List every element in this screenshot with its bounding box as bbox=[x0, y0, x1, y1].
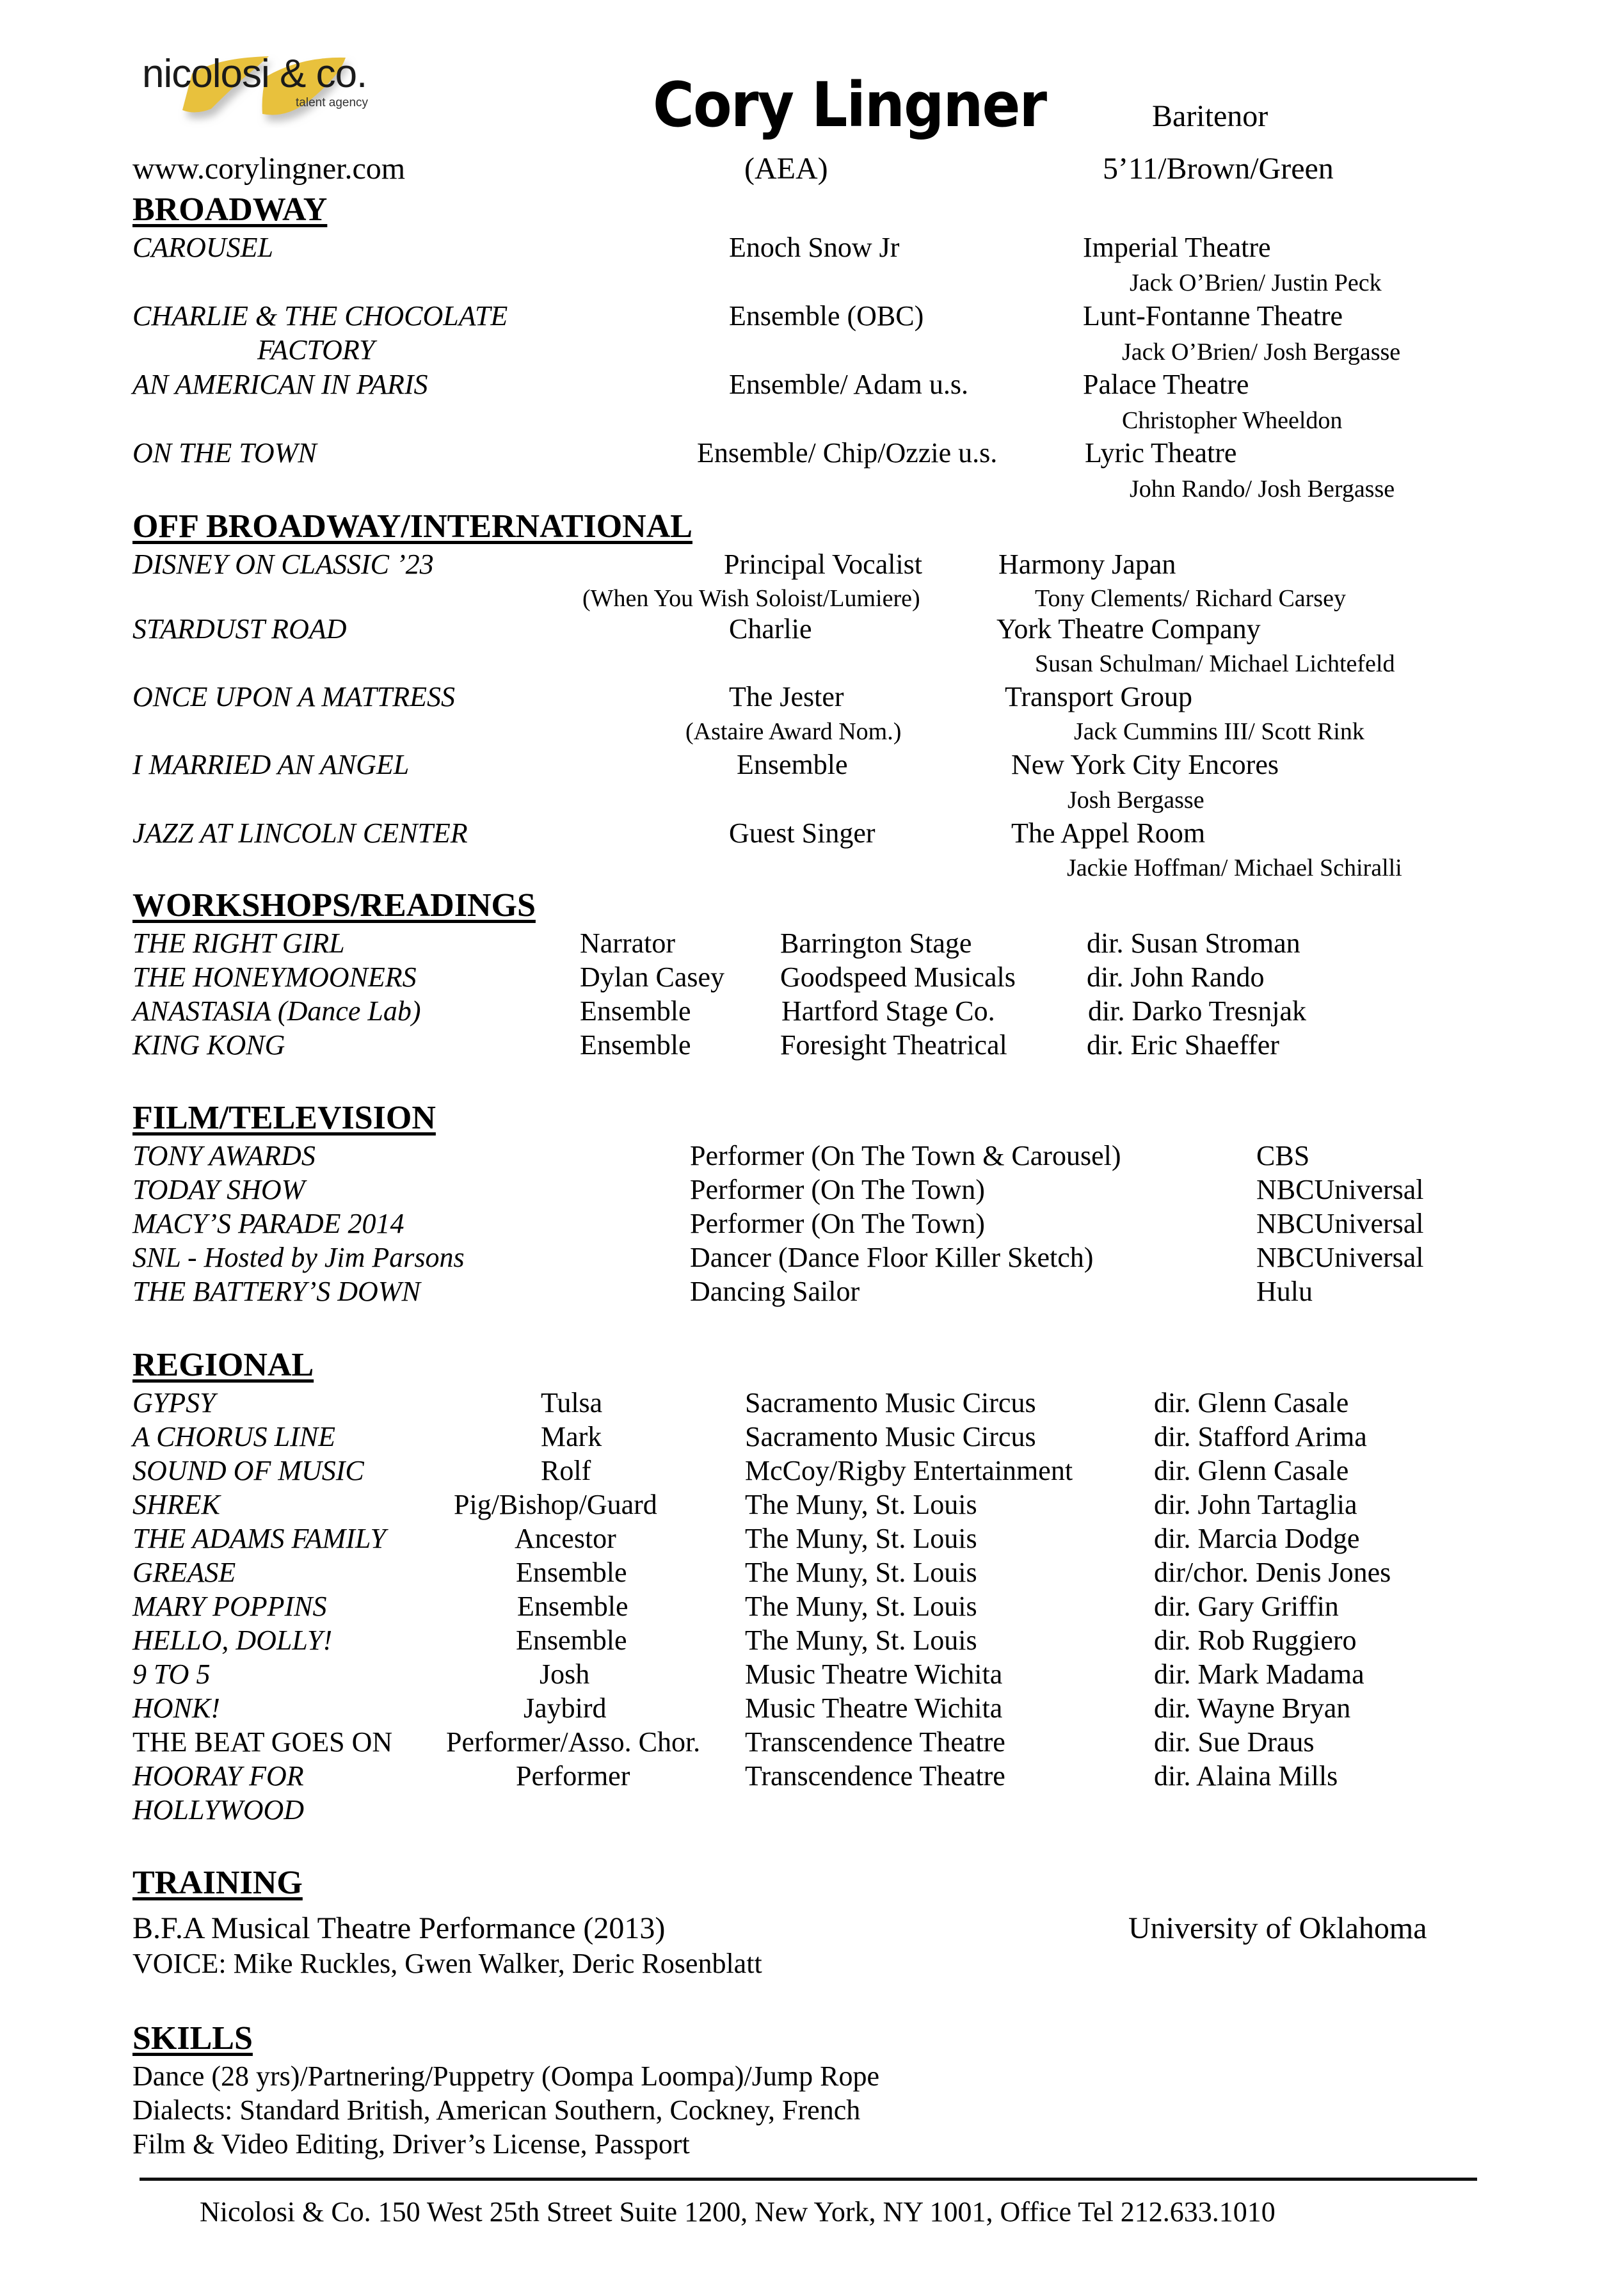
show-title: STARDUST ROAD bbox=[132, 613, 347, 645]
role: Ensemble bbox=[517, 1591, 628, 1622]
role: Dancing Sailor bbox=[690, 1276, 860, 1307]
venue: Imperial Theatre bbox=[1083, 232, 1271, 263]
show-title: HELLO, DOLLY! bbox=[132, 1625, 333, 1656]
show-title: CHARLIE & THE CHOCOLATE bbox=[132, 300, 508, 332]
show-title: KING KONG bbox=[132, 1029, 285, 1061]
director: dir. Mark Madama bbox=[1154, 1658, 1364, 1690]
section-title-regional: REGIONAL bbox=[132, 1347, 314, 1383]
venue: Harmony Japan bbox=[998, 549, 1176, 580]
role: Performer (On The Town & Carousel) bbox=[690, 1140, 1121, 1171]
show-title: THE BEAT GOES ON bbox=[132, 1726, 393, 1758]
director: dir. John Tartaglia bbox=[1154, 1489, 1357, 1520]
venue: McCoy/Rigby Entertainment bbox=[745, 1455, 1073, 1486]
training-degree: B.F.A Musical Theatre Performance (2013) bbox=[132, 1911, 666, 1945]
role: Principal Vocalist bbox=[724, 549, 923, 580]
footer-divider bbox=[140, 2178, 1477, 2181]
show-title: THE HONEYMOONERS bbox=[132, 961, 417, 993]
training-voice: VOICE: Mike Ruckles, Gwen Walker, Deric Rosenblatt bbox=[132, 1948, 762, 1979]
creative-team: Josh Bergasse bbox=[1068, 787, 1204, 814]
venue: York Theatre Company bbox=[996, 613, 1261, 645]
show-title: TODAY SHOW bbox=[132, 1174, 305, 1205]
role: Mark bbox=[541, 1421, 602, 1452]
venue: Music Theatre Wichita bbox=[745, 1658, 1003, 1690]
role: Ensemble bbox=[737, 749, 848, 780]
section-title-film-tv: FILM/TELEVISION bbox=[132, 1100, 436, 1136]
role: Performer/Asso. Chor. bbox=[446, 1726, 701, 1758]
director: dir. Sue Draus bbox=[1154, 1726, 1315, 1758]
director: dir/chor. Denis Jones bbox=[1154, 1557, 1391, 1588]
network: Hulu bbox=[1256, 1276, 1313, 1307]
role: Performer (On The Town) bbox=[690, 1174, 985, 1205]
section-title-skills: SKILLS bbox=[132, 2020, 253, 2057]
show-title: MACY’S PARADE 2014 bbox=[132, 1208, 404, 1239]
network: CBS bbox=[1256, 1140, 1310, 1171]
show-title: HOORAY FOR bbox=[132, 1760, 304, 1792]
role: Ensemble/ Chip/Ozzie u.s. bbox=[697, 437, 998, 469]
show-title: CAROUSEL bbox=[132, 232, 273, 263]
director: dir. Wayne Bryan bbox=[1154, 1692, 1351, 1724]
voice-type: Baritenor bbox=[1152, 99, 1268, 133]
role: Performer (On The Town) bbox=[690, 1208, 985, 1239]
director: dir. Gary Griffin bbox=[1154, 1591, 1339, 1622]
venue: The Muny, St. Louis bbox=[745, 1557, 977, 1588]
skills-line: Dance (28 yrs)/Partnering/Puppetry (Oompa Loompa)/Jump Rope bbox=[132, 2060, 879, 2092]
director: dir. Glenn Casale bbox=[1154, 1455, 1349, 1486]
section-title-broadway: BROADWAY bbox=[132, 191, 328, 228]
role: Dylan Casey bbox=[580, 961, 725, 993]
venue: Transport Group bbox=[1005, 681, 1192, 712]
union-affiliation: (AEA) bbox=[744, 152, 828, 186]
agency-contact-footer: Nicolosi & Co. 150 West 25th Street Suite 1200, New York, NY 1001, Office Tel 212.633.1010 bbox=[200, 2196, 1276, 2228]
section-title-training: TRAINING bbox=[132, 1865, 303, 1901]
creative-team: Tony Clements/ Richard Carsey bbox=[1035, 585, 1346, 612]
show-title: MARY POPPINS bbox=[132, 1591, 327, 1622]
venue: The Muny, St. Louis bbox=[745, 1523, 977, 1554]
show-title: A CHORUS LINE bbox=[132, 1421, 335, 1452]
role: Ancestor bbox=[515, 1523, 616, 1554]
network: NBCUniversal bbox=[1256, 1174, 1424, 1205]
director: dir. Glenn Casale bbox=[1154, 1387, 1349, 1418]
role: Narrator bbox=[580, 927, 676, 959]
show-title: SNL - Hosted by Jim Parsons bbox=[132, 1242, 465, 1273]
director: dir. Eric Shaeffer bbox=[1087, 1029, 1279, 1061]
venue: Sacramento Music Circus bbox=[745, 1387, 1036, 1418]
show-title-line2: HOLLYWOOD bbox=[132, 1794, 305, 1826]
venue: Foresight Theatrical bbox=[780, 1029, 1007, 1061]
venue: Lyric Theatre bbox=[1085, 437, 1237, 469]
director: dir. Stafford Arima bbox=[1154, 1421, 1367, 1452]
role: Ensemble bbox=[516, 1557, 627, 1588]
venue: Goodspeed Musicals bbox=[780, 961, 1016, 993]
network: NBCUniversal bbox=[1256, 1242, 1424, 1273]
role: Tulsa bbox=[541, 1387, 603, 1418]
show-title: ONCE UPON A MATTRESS bbox=[132, 681, 456, 712]
show-title: ANASTASIA (Dance Lab) bbox=[132, 995, 421, 1027]
show-title: ON THE TOWN bbox=[132, 437, 317, 469]
show-title: 9 TO 5 bbox=[132, 1658, 211, 1690]
role: Ensemble bbox=[580, 995, 691, 1027]
venue: Sacramento Music Circus bbox=[745, 1421, 1036, 1452]
director: dir. Marcia Dodge bbox=[1154, 1523, 1360, 1554]
director: dir. John Rando bbox=[1087, 961, 1265, 993]
creative-team: Jack O’Brien/ Josh Bergasse bbox=[1122, 339, 1401, 365]
venue: Hartford Stage Co. bbox=[781, 995, 995, 1027]
role: Performer bbox=[516, 1760, 630, 1792]
role: Rolf bbox=[541, 1455, 591, 1486]
show-title: SOUND OF MUSIC bbox=[132, 1455, 364, 1486]
show-title: THE BATTERY’S DOWN bbox=[132, 1276, 420, 1307]
venue: Palace Theatre bbox=[1083, 369, 1249, 400]
director: dir. Darko Tresnjak bbox=[1088, 995, 1306, 1027]
creative-team: Christopher Wheeldon bbox=[1122, 407, 1343, 434]
role: Ensemble (OBC) bbox=[729, 300, 924, 332]
role: Dancer (Dance Floor Killer Sketch) bbox=[690, 1242, 1094, 1273]
agency-logo bbox=[134, 38, 378, 128]
role: Josh bbox=[540, 1658, 590, 1690]
skills-line: Dialects: Standard British, American Southern, Cockney, French bbox=[132, 2094, 861, 2126]
show-title: AN AMERICAN IN PARIS bbox=[132, 369, 428, 400]
show-title: DISNEY ON CLASSIC ’23 bbox=[132, 549, 434, 580]
role: Ensemble bbox=[516, 1625, 627, 1656]
director: dir. Susan Stroman bbox=[1087, 927, 1300, 959]
role: Guest Singer bbox=[729, 817, 876, 849]
skills-line: Film & Video Editing, Driver’s License, Passport bbox=[132, 2128, 690, 2160]
role-note: (Astaire Award Nom.) bbox=[685, 718, 902, 745]
performer-name: Cory Lingner bbox=[653, 69, 1046, 141]
show-title: TONY AWARDS bbox=[132, 1140, 316, 1171]
creative-team: Jackie Hoffman/ Michael Schiralli bbox=[1067, 855, 1402, 881]
venue: Music Theatre Wichita bbox=[745, 1692, 1003, 1724]
training-school: University of Oklahoma bbox=[1128, 1911, 1427, 1945]
show-title: HONK! bbox=[132, 1692, 220, 1724]
venue: Barrington Stage bbox=[780, 927, 972, 959]
creative-team: Jack Cummins III/ Scott Rink bbox=[1074, 718, 1364, 745]
website-link[interactable]: www.corylingner.com bbox=[132, 152, 406, 186]
show-title: GYPSY bbox=[132, 1387, 216, 1418]
venue: Transcendence Theatre bbox=[745, 1760, 1005, 1792]
show-title: THE ADAMS FAMILY bbox=[132, 1523, 386, 1554]
show-title: I MARRIED AN ANGEL bbox=[132, 749, 410, 780]
role: Pig/Bishop/Guard bbox=[454, 1489, 657, 1520]
logo-subtext: talent agency bbox=[296, 96, 369, 109]
show-title: THE RIGHT GIRL bbox=[132, 927, 345, 959]
section-title-off-broadway: OFF BROADWAY/INTERNATIONAL bbox=[132, 508, 692, 545]
role: Ensemble/ Adam u.s. bbox=[729, 369, 968, 400]
director: dir. Alaina Mills bbox=[1154, 1760, 1338, 1792]
role-note: (When You Wish Soloist/Lumiere) bbox=[582, 585, 920, 612]
role: Charlie bbox=[729, 613, 812, 645]
role: Jaybird bbox=[524, 1692, 607, 1724]
role: Ensemble bbox=[580, 1029, 691, 1061]
venue: The Muny, St. Louis bbox=[745, 1489, 977, 1520]
role: The Jester bbox=[729, 681, 844, 712]
logo-text: nicolosi & co. bbox=[142, 52, 367, 96]
creative-team: Susan Schulman/ Michael Lichtefeld bbox=[1035, 650, 1395, 677]
role: Enoch Snow Jr bbox=[729, 232, 900, 263]
venue: Transcendence Theatre bbox=[745, 1726, 1005, 1758]
venue: The Appel Room bbox=[1011, 817, 1206, 849]
creative-team: Jack O’Brien/ Justin Peck bbox=[1130, 269, 1382, 296]
physical-stats: 5’11/Brown/Green bbox=[1103, 152, 1334, 186]
venue: The Muny, St. Louis bbox=[745, 1625, 977, 1656]
venue: Lunt-Fontanne Theatre bbox=[1083, 300, 1343, 332]
venue: New York City Encores bbox=[1011, 749, 1279, 780]
show-title: JAZZ AT LINCOLN CENTER bbox=[132, 817, 468, 849]
creative-team: John Rando/ Josh Bergasse bbox=[1130, 476, 1395, 502]
network: NBCUniversal bbox=[1256, 1208, 1424, 1239]
venue: The Muny, St. Louis bbox=[745, 1591, 977, 1622]
show-title: GREASE bbox=[132, 1557, 236, 1588]
section-title-workshops: WORKSHOPS/READINGS bbox=[132, 887, 536, 924]
director: dir. Rob Ruggiero bbox=[1154, 1625, 1357, 1656]
show-title: SHREK bbox=[132, 1489, 220, 1520]
show-title-line2: FACTORY bbox=[257, 334, 375, 365]
